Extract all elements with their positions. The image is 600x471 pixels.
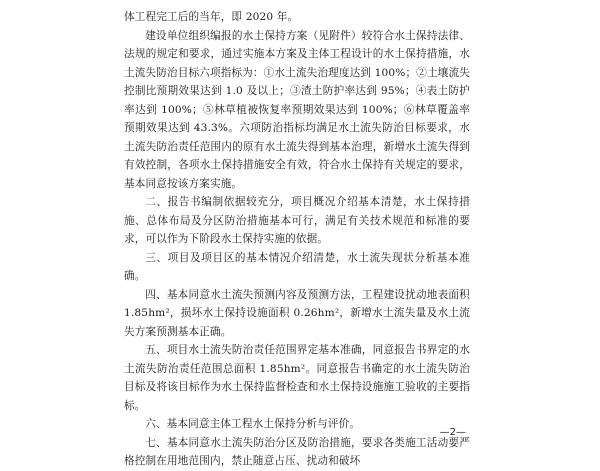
paragraph-4-prediction: 四、基本同意水土流失预测内容及预测方法，工程建设扰动地表面积 1.85hm²，损坏水土保持设施面积 0.26hm²，新增水土流失量及水土流失方案预测基本正确。 [124,288,470,338]
paragraph-1-plan-assessment: 建设单位组织编报的水土保持方案（见附件）较符合水土保持法律、法规的规定和要求，通过实施本方案及主体工程设计的水土保持措施，水土流失防治目标六项指标为：①水土流失治理度达到 100%；②土壤流失控制比预期效果达到 1.0 及以上；③渣土防护率达到 95%；④表土防护率达到 100%；⑤林草植被恢复率预期效果达到 100%；⑥林草覆盖率预期效果达到 43.3%。六项防治指标均满足水土流失防治目标要求，水土流失防治责任范围内的原有水土流失得到基本治理，新增水土流失得到有效控制，各项水土保持措施安全有效，符合水土保持有关规定的要求，基本同意按该方案实施。 [124,29,470,190]
page-number: —2— [439,427,466,438]
paragraph-7-prevention-measures: 七、基本同意水土流失防治分区及防治措施，要求各类施工活动要严格控制在用地范围内，禁止随意占压、扰动和破坏 [124,436,470,467]
paragraph-3-project-status: 三、项目及项目区的基本情况介绍清楚，水土流失现状分析基本准确。 [124,251,470,282]
paragraph-2-basis: 二、报告书编制依据较充分，项目概况介绍基本清楚，水土保持措施、总体布局及分区防治措施基本可行，满足有关技术规范和标准的要求，可以作为下阶段水土保持实施的依据。 [124,196,470,245]
paragraph-5-responsibility-scope: 五、项目水土流失防治责任范围界定基本准确，同意报告书界定的水土流失防治责任范围总面积 1.85hm²。同意报告书确定的水土流失防治目标及将该目标作为水土保持监督检查和水土保持设施施工验收的主要指标。 [124,344,470,412]
paragraph-6-main-project-analysis: 六、基本同意主体工程水土保持分析与评价。 [145,418,361,430]
document-page [124,8,470,467]
paragraph-intro-tail: 体工程完工后的当年，即 2020 年。 [124,11,299,23]
